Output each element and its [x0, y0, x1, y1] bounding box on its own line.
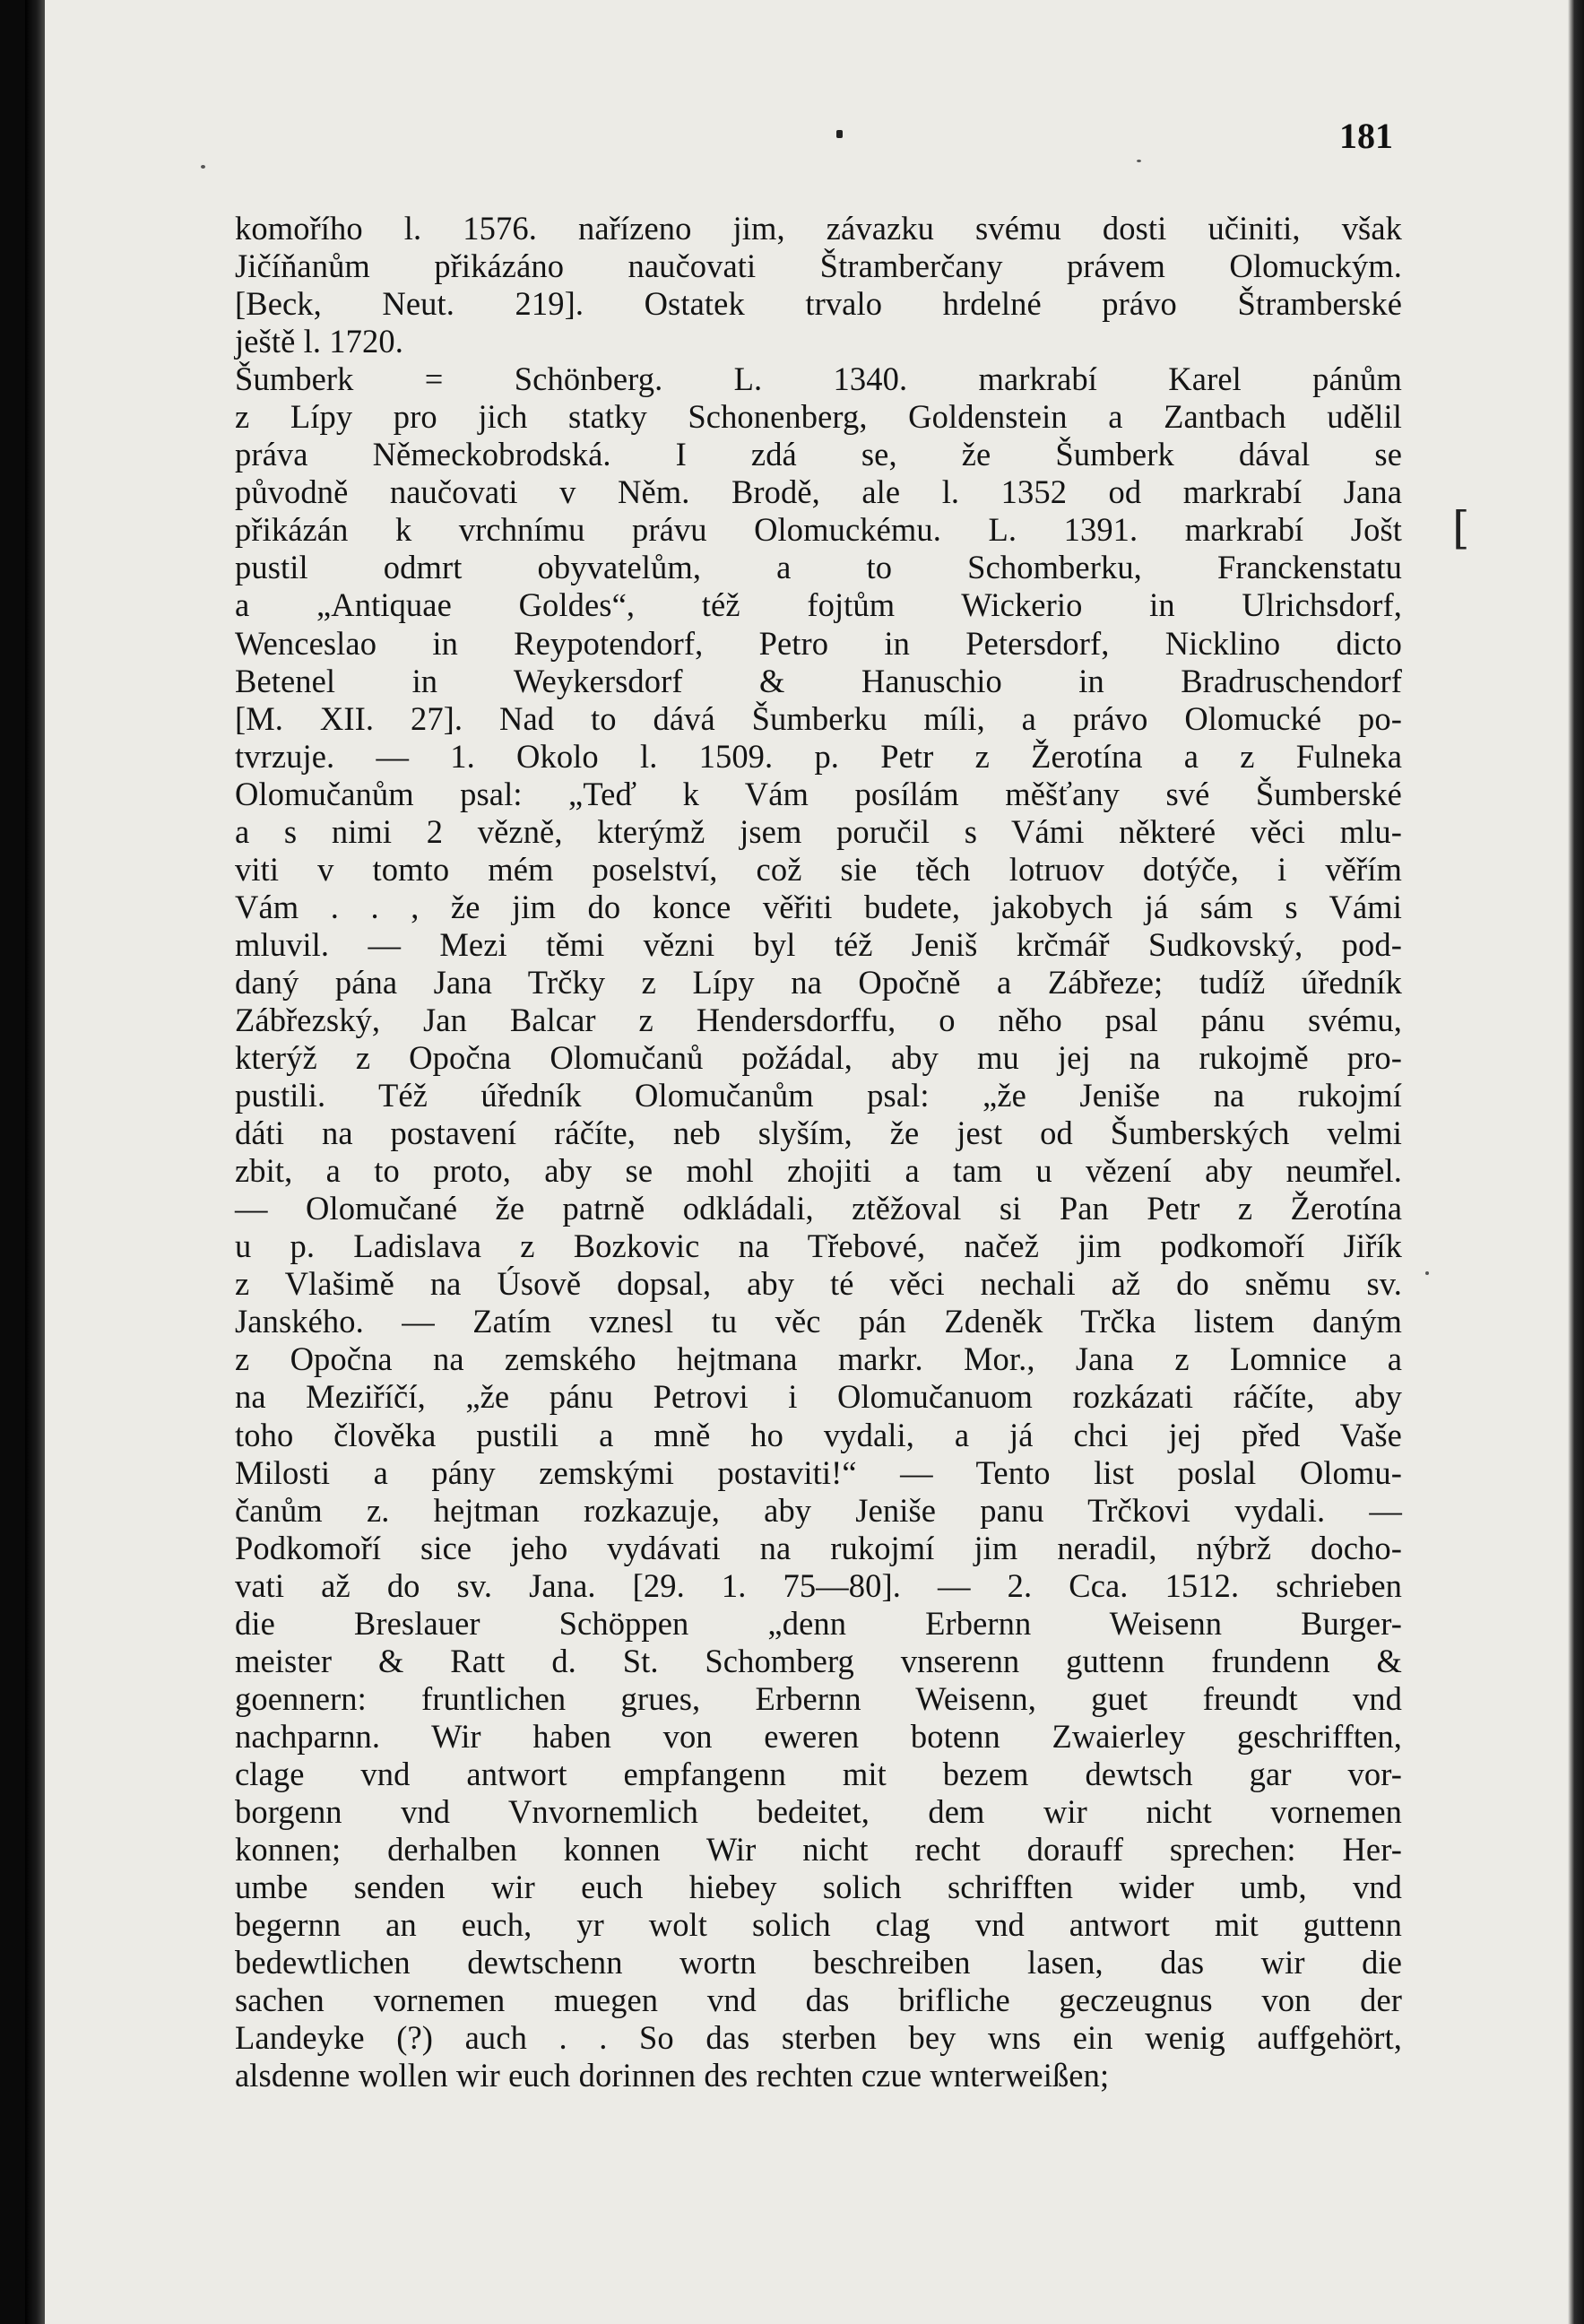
text-line: práva Německobrodská. I zdá se, že Šumberk dával se	[235, 436, 1402, 473]
text-line: Milosti a pány zemskými postaviti!“ — Tento list poslal Olomu-	[235, 1453, 1402, 1491]
text-line: tvrzuje. — 1. Okolo l. 1509. p. Petr z Žerotína a z Fulneka	[235, 737, 1402, 775]
text-line: z Lípy pro jich statky Schonenberg, Goldenstein a Zantbach udělil	[235, 398, 1402, 436]
ink-speck	[836, 130, 843, 138]
ink-speck	[1137, 160, 1141, 162]
text-line: die Breslauer Schöppen „denn Erbernn Weisenn Burger-	[235, 1604, 1402, 1642]
text-line: Olomučanům psal: „Teď k Vám posílám měšťany své Šumberské	[235, 775, 1402, 812]
text-line: zbit, a to proto, aby se mohl zhojiti a tam u vězení aby neumřel.	[235, 1152, 1402, 1190]
text-line: goennern: fruntlichen grues, Erbernn Weisenn, guet freundt vnd	[235, 1679, 1402, 1717]
text-line: na Meziříčí, „že pánu Petrovi i Olomučanuom rozkázati ráčíte, aby	[235, 1378, 1402, 1416]
text-line: dáti na postavení ráčíte, neb slyším, že jest od Šumberských velmi	[235, 1114, 1402, 1152]
text-line: Betenel in Weykersdorf & Hanuschio in Bradruschendorf	[235, 662, 1402, 699]
text-line: přikázán k vrchnímu právu Olomuckému. L. 1391. markrabí Jošt	[235, 511, 1402, 549]
text-line: umbe senden wir euch hiebey solich schrifften wider umb, vnd	[235, 1869, 1402, 1906]
text-line: Zábřezský, Jan Balcar z Hendersdorffu, o něho psal pánu svému,	[235, 1001, 1402, 1038]
text-line: Landeyke (?) auch . . So das sterben bey wns ein wenig auffgehört,	[235, 2019, 1402, 2057]
text-line: z Opočna na zemského hejtmana markr. Mor., Jana z Lomnice a	[235, 1340, 1402, 1378]
text-line: clage vnd antwort empfangenn mit bezem dewtsch gar vor-	[235, 1755, 1402, 1792]
text-line: sachen vornemen muegen vnd das brifliche geczeugnus von der	[235, 1981, 1402, 2019]
text-line: begernn an euch, yr wolt solich clag vnd antwort mit guttenn	[235, 1906, 1402, 1944]
text-line: meister & Ratt d. St. Schomberg vnserenn guttenn frundenn &	[235, 1642, 1402, 1679]
text-line: nachparnn. Wir haben von eweren botenn Zwaierley geschrifften,	[235, 1717, 1402, 1755]
text-line: — Olomučané že patrně odkládali, ztěžoval si Pan Petr z Žerotína	[235, 1190, 1402, 1227]
text-line: pustil odmrt obyvatelům, a to Schomberku, Franckenstatu	[235, 549, 1402, 586]
text-line: a s nimi 2 vězně, kterýmž jsem poručil s Vámi některé věci mlu-	[235, 812, 1402, 850]
text-line: [M. XII. 27]. Nad to dává Šumberku míli, a právo Olomucké po-	[235, 699, 1402, 737]
text-line: daný pána Jana Trčky z Lípy na Opočně a Zábřeze; tudíž úředník	[235, 963, 1402, 1001]
text-line: čanům z. hejtman rozkazuje, aby Jeniše panu Trčkovi vydali. —	[235, 1491, 1402, 1529]
text-line: bedewtlichen dewtschenn wortn beschreiben lasen, das wir die	[235, 1944, 1402, 1981]
text-line: vati až do sv. Jana. [29. 1. 75—80]. — 2. Cca. 1512. schrieben	[235, 1566, 1402, 1604]
text-line: u p. Ladislava z Bozkovic na Třebové, načež jim podkomoří Jiřík	[235, 1227, 1402, 1265]
text-line: pustili. Též úředník Olomučanům psal: „že Jeniše na rukojmí	[235, 1077, 1402, 1114]
text-line: komořího l. 1576. nařízeno jim, závazku svému dosti učiniti, však	[235, 210, 1402, 247]
margin-bracket-mark: [	[1452, 502, 1470, 554]
text-line: z Vlašimě na Úsově dopsal, aby té věci nechali až do sněmu sv.	[235, 1265, 1402, 1303]
text-line: původně naučovati v Něm. Brodě, ale l. 1352 od markrabí Jana	[235, 473, 1402, 511]
page-edge-shadow	[1568, 0, 1584, 2324]
text-line: borgenn vnd Vnvornemlich bedeitet, dem wir nicht vornemen	[235, 1792, 1402, 1830]
text-line: kterýž z Opočna Olomučanů požádal, aby mu jej na rukojmě pro-	[235, 1039, 1402, 1077]
body-text	[235, 210, 1402, 2094]
text-line: Šumberk = Schönberg. L. 1340. markrabí Karel pánům	[235, 360, 1402, 398]
text-line: a „Antiquae Goldes“, též fojtům Wickerio in Ulrichsdorf,	[235, 586, 1402, 624]
ink-speck	[1425, 1271, 1429, 1275]
page-number: 181	[1339, 116, 1393, 156]
text-line: Janského. — Zatím vznesl tu věc pán Zdeněk Trčka listem daným	[235, 1303, 1402, 1340]
text-line: alsdenne wollen wir euch dorinnen des rechten czue wnterweißen;	[235, 2057, 1110, 2094]
text-line: toho člověka pustili a mně ho vydali, a já chci jej před Vaše	[235, 1416, 1402, 1453]
text-line: [Beck, Neut. 219]. Ostatek trvalo hrdelné právo Štramberské	[235, 285, 1402, 323]
text-line: Wenceslao in Reypotendorf, Petro in Petersdorf, Nicklino dicto	[235, 624, 1402, 662]
text-line: Vám . . , že jim do konce věřiti budete, jakobych já sám s Vámi	[235, 888, 1402, 925]
book-spine-shadow	[25, 0, 45, 2324]
text-line: Jičíňanům přikázáno naučovati Štramberčany právem Olomuckým.	[235, 247, 1402, 285]
text-line: mluvil. — Mezi těmi vězni byl též Jeniš krčmář Sudkovský, pod-	[235, 925, 1402, 963]
text-line: konnen; derhalben konnen Wir nicht recht dorauff sprechen: Her-	[235, 1831, 1402, 1869]
text-line: ještě l. 1720.	[235, 323, 403, 360]
text-line: Podkomoří sice jeho vydávati na rukojmí jim neradil, nýbrž docho-	[235, 1529, 1402, 1566]
ink-speck	[201, 165, 205, 169]
text-line: viti v tomto mém poselství, což sie těch lotruov dotýče, i věřím	[235, 850, 1402, 888]
book-page	[25, 0, 1584, 2324]
